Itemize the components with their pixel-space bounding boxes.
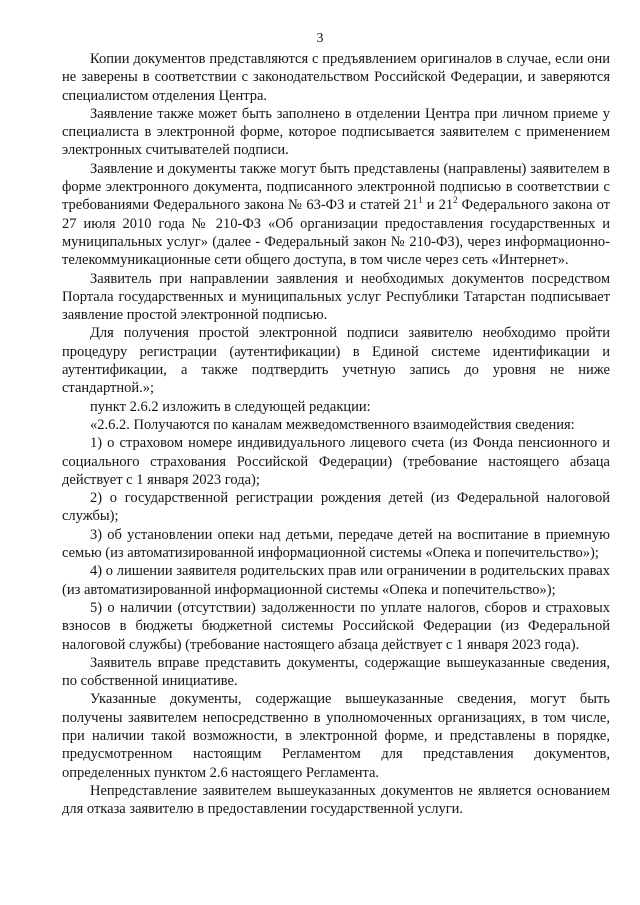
paragraph-6: пункт 2.6.2 изложить в следующей редакции: bbox=[90, 398, 371, 415]
list-item-2: 2) о государственной регистрации рождения детей (из Федеральной налоговой службы); bbox=[62, 490, 610, 525]
paragraph-3 bbox=[62, 160, 610, 270]
superscript-1: 1 bbox=[418, 195, 423, 206]
list-item-4: 4) о лишении заявителя родительских прав или ограничении в родительских правах (из автоматизированной информационной системы «Опека и попечительство»); bbox=[62, 563, 610, 598]
list-item-1: 1) о страховом номере индивидуального лицевого счета (из Фонда пенсионного и социального страхования Российской Федерации) (требование настоящего абзаца действует с 1 января 2023 года); bbox=[62, 435, 610, 488]
paragraph-7: «2.6.2. Получаются по каналам межведомственного взаимодействия сведения: bbox=[90, 416, 575, 433]
document-body bbox=[62, 50, 610, 818]
paragraph-1: Копии документов представляются с предъявлением оригиналов в случае, если они не заверены в соответствии с законодательством Российской Федерации, и заверяются специалистом отделения Центра. bbox=[62, 51, 610, 104]
paragraph-9: Указанные документы, содержащие вышеуказанные сведения, могут быть получены заявителем непосредственно в уполномоченных организациях, в том числе, при наличии такой возможности, в электронной форме, и представлены в порядке, предусмотренном настоящим Регламентом для представления документов, определенных пунктом 2.6 настоящего Регламента. bbox=[62, 691, 610, 781]
paragraph-3-text-a: Заявление и документы также могут быть представлены (направлены) заявителем в форме электронного документа, подписанного электронной подписью в соответствии с требованиями Федерального закона № 63-ФЗ и статей 21 bbox=[62, 160, 610, 214]
paragraph-8: Заявитель вправе представить документы, содержащие вышеуказанные сведения, по собственной инициативе. bbox=[62, 654, 610, 690]
list-item-5: 5) о наличии (отсутствии) задолженности по уплате налогов, сборов и страховых взносов в бюджеты бюджетной системы Российской Федерации (из Федеральной налоговой службы) (требование настоящего абзаца действует с 1 января 2023 года). bbox=[62, 599, 610, 653]
paragraph-10: Непредставление заявителем вышеуказанных документов не является основанием для отказа заявителю в предоставлении государственной услуги. bbox=[62, 782, 610, 818]
paragraph-3-text-b: и 21 bbox=[422, 197, 454, 214]
paragraph-5: Для получения простой электронной подписи заявителю необходимо пройти процедуру регистрации (аутентификации) в Единой системе идентификации и аутентификации, а также подтвердить учетную запись до уровня не ниже стандартной.»; bbox=[62, 325, 610, 397]
paragraph-2: Заявление также может быть заполнено в отделении Центра при личном приеме у специалиста в электронной форме, которое подписывается заявителем с применением электронных считывателей подписи. bbox=[62, 105, 610, 159]
superscript-2: 2 bbox=[453, 195, 458, 206]
page-number: 3 bbox=[316, 31, 324, 46]
paragraph-3-text-c: Федерального закона от 27 июля 2010 года № 210-ФЗ «Об организации предоставления государственных и муниципальных услуг» (далее - Федеральный закон № 210-ФЗ), через информационно-телекоммуникационные сети общего доступа, в том числе через сеть «Интернет». bbox=[62, 197, 611, 269]
paragraph-4: Заявитель при направлении заявления и необходимых документов посредством Портала государственных и муниципальных услуг Республики Татарстан подписывает заявление простой электронной подписью. bbox=[62, 270, 610, 324]
list-item-3: 3) об установлении опеки над детьми, передаче детей на воспитание в приемную семью (из автоматизированной информационной системы «Опека и попечительство»); bbox=[62, 526, 610, 562]
